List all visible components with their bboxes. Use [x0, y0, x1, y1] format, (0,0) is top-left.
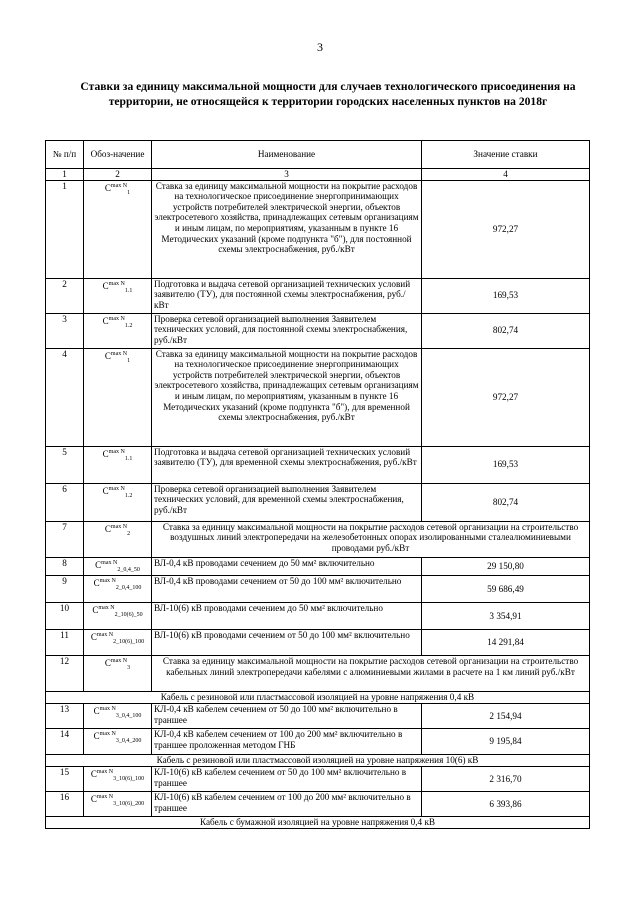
rate-value: 2 316,70 — [422, 766, 590, 791]
symbol-superscript: max N — [99, 577, 116, 584]
table-row — [46, 575, 590, 602]
table-row — [46, 557, 590, 575]
symbol-base: C — [90, 631, 97, 642]
row-number: 8 — [46, 557, 84, 575]
rate-value: 802,74 — [422, 483, 590, 521]
rate-name: КЛ-10(6) кВ кабелем сечением от 50 до 100 мм² включительно в траншее — [152, 766, 422, 791]
rate-value: 3 354,91 — [422, 602, 590, 629]
rate-name: Ставка за единицу максимальной мощности на покрытие расходов сетевой организации на строительство кабельных линий электропередачи кабелями с алюминиевыми жилами в расчете на 1 км линий руб./кВт — [152, 655, 590, 691]
symbol-superscript: max N — [108, 315, 125, 322]
rate-name: Ставка за единицу максимальной мощности на покрытие расходов на технологическое присоединение энергопринимающих устройств потребителей электрической энергии, объектов электросетевого хозяйства, принадлежащих сетевым организациям и иным лицам, по мероприятиям, указанным в пункте 16 Методических указаний (кроме подпункта "б"), для временной схемы электроснабжения, руб./кВт — [152, 348, 422, 446]
row-number: 15 — [46, 766, 84, 791]
symbol-base: C — [93, 577, 100, 588]
symbol-subscript: 2_10(6)_50 — [114, 611, 143, 618]
symbol-base: C — [102, 448, 109, 459]
table-row — [46, 313, 590, 348]
symbol-base: C — [92, 604, 99, 615]
column-number: 2 — [84, 169, 152, 181]
row-number: 16 — [46, 791, 84, 816]
symbol-superscript: max N — [110, 523, 128, 530]
designation-symbol — [84, 483, 152, 521]
rate-value: 2 154,94 — [422, 703, 590, 728]
section-row — [46, 691, 590, 703]
row-number: 4 — [46, 348, 84, 446]
table-row — [46, 629, 590, 655]
rate-value: 14 291,84 — [422, 629, 590, 655]
designation-symbol — [84, 557, 152, 575]
designation-symbol — [84, 521, 152, 557]
symbol-subscript: 3 — [127, 664, 131, 671]
table-body — [46, 180, 590, 828]
symbol-superscript: max N — [110, 657, 128, 664]
symbol-base: C — [104, 657, 111, 668]
symbol-subscript: 2_0,4_100 — [115, 584, 142, 591]
symbol-subscript: 1.2 — [124, 492, 133, 499]
designation-symbol — [84, 313, 152, 348]
rate-value: 972,27 — [422, 348, 590, 446]
rate-name: КЛ-0,4 кВ кабелем сечением от 100 до 200 мм² включительно в траншее проложенная методом ГНБ — [152, 728, 422, 754]
table-row — [46, 791, 590, 816]
rate-name: Проверка сетевой организацией выполнения Заявителем технических условий, для постоянной схемы электроснабжения, руб./кВт — [152, 313, 422, 348]
rate-value: 59 686,49 — [422, 575, 590, 602]
designation-symbol — [84, 728, 152, 754]
rate-name: Ставка за единицу максимальной мощности на покрытие расходов на технологическое присоединение энергопринимающих устройств потребителей электрической энергии, объектов электросетевого хозяйства, принадлежащих сетевым организациям и иным лицам, по мероприятиям, указанным в пункте 16 Методических указаний (кроме подпункта "б"), для постоянной схемы электроснабжения, руб./кВт — [152, 180, 422, 278]
row-number: 6 — [46, 483, 84, 521]
column-number: 1 — [46, 169, 84, 181]
rate-name: Ставка за единицу максимальной мощности на покрытие расходов сетевой организации на строительство воздушных линий электропередачи на железобетонных опорах изолированными сталеалюминиевыми проводами руб./кВт — [152, 521, 590, 557]
symbol-base: C — [104, 350, 111, 361]
table-row — [46, 446, 590, 483]
rate-name: Подготовка и выдача сетевой организацией технических условий заявителю (ТУ), для временной схемы электроснабжения, руб./кВт — [152, 446, 422, 483]
table-row — [46, 728, 590, 754]
symbol-superscript: max N — [108, 448, 125, 455]
header-name: Наименование — [152, 141, 422, 169]
column-number: 3 — [152, 169, 422, 181]
section-heading: Кабель с резиновой или пластмассовой изоляцией на уровне напряжения 10(6) кВ — [46, 754, 590, 766]
row-number: 2 — [46, 278, 84, 313]
symbol-base: C — [102, 485, 109, 496]
symbol-subscript: 2_0,4_50 — [117, 566, 140, 573]
section-heading: Кабель с резиновой или пластмассовой изоляцией на уровне напряжения 0,4 кВ — [46, 691, 590, 703]
rate-name: ВЛ-0,4 кВ проводами сечением до 50 мм² включительно — [152, 557, 422, 575]
symbol-superscript: max N — [108, 485, 125, 492]
table-row — [46, 278, 590, 313]
symbol-superscript: max N — [110, 350, 128, 357]
row-number: 7 — [46, 521, 84, 557]
table-row — [46, 483, 590, 521]
symbol-superscript: max N — [96, 793, 114, 800]
symbol-superscript: max N — [110, 182, 128, 189]
symbol-base: C — [93, 705, 100, 716]
rate-value: 169,53 — [422, 278, 590, 313]
rate-name: Проверка сетевой организацией выполнения Заявителем технических условий, для временной схемы электроснабжения, руб./кВт — [152, 483, 422, 521]
designation-symbol — [84, 446, 152, 483]
designation-symbol — [84, 791, 152, 816]
symbol-base: C — [90, 768, 97, 779]
symbol-base: C — [104, 523, 111, 534]
table-row — [46, 348, 590, 446]
symbol-superscript: max N — [101, 559, 118, 566]
header-num: № п/п — [46, 141, 84, 169]
table-row — [46, 602, 590, 629]
symbol-subscript: 1.1 — [124, 455, 133, 462]
rate-value: 169,53 — [422, 446, 590, 483]
rate-value: 6 393,86 — [422, 791, 590, 816]
symbol-subscript: 2_10(6)_100 — [113, 638, 145, 645]
symbol-base: C — [95, 559, 102, 570]
symbol-superscript: max N — [99, 730, 116, 737]
table-row — [46, 703, 590, 728]
rate-value: 9 195,84 — [422, 728, 590, 754]
rate-name: Подготовка и выдача сетевой организацией технических условий заявителю (ТУ), для постоянной схемы электроснабжения, руб./кВт — [152, 278, 422, 313]
row-number: 9 — [46, 575, 84, 602]
symbol-superscript: max N — [98, 604, 115, 611]
rate-value: 29 150,80 — [422, 557, 590, 575]
row-number: 5 — [46, 446, 84, 483]
designation-symbol — [84, 575, 152, 602]
table-row — [46, 521, 590, 557]
symbol-subscript: 3_10(6)_200 — [113, 800, 145, 807]
page-number: 3 — [317, 40, 323, 54]
designation-symbol — [84, 348, 152, 446]
symbol-subscript: 1.2 — [124, 322, 133, 329]
rate-name: КЛ-10(6) кВ кабелем сечением от 100 до 200 мм² включительно в траншее — [152, 791, 422, 816]
symbol-subscript: 3_0,4_100 — [115, 712, 142, 719]
designation-symbol — [84, 602, 152, 629]
row-number: 1 — [46, 180, 84, 278]
table-row — [46, 655, 590, 691]
row-number: 12 — [46, 655, 84, 691]
section-row — [46, 754, 590, 766]
section-heading: Кабель с бумажной изоляцией на уровне напряжения 0,4 кВ — [46, 816, 590, 828]
row-number: 11 — [46, 629, 84, 655]
rate-name: КЛ-0,4 кВ кабелем сечением от 50 до 100 мм² включительно в траншее — [152, 703, 422, 728]
rate-name: ВЛ-10(6) кВ проводами сечением от 50 до 100 мм² включительно — [152, 629, 422, 655]
header-value: Значение ставки — [422, 141, 590, 169]
symbol-base: C — [102, 315, 109, 326]
symbol-subscript: 1 — [127, 189, 131, 196]
designation-symbol — [84, 629, 152, 655]
rates-table — [45, 140, 590, 829]
section-row — [46, 816, 590, 828]
row-number: 3 — [46, 313, 84, 348]
symbol-superscript: max N — [96, 631, 114, 638]
symbol-subscript: 2 — [127, 530, 131, 537]
designation-symbol — [84, 278, 152, 313]
column-number: 4 — [422, 169, 590, 181]
rate-name: ВЛ-10(6) кВ проводами сечением до 50 мм² включительно — [152, 602, 422, 629]
designation-symbol — [84, 766, 152, 791]
symbol-base: C — [90, 793, 97, 804]
row-number: 13 — [46, 703, 84, 728]
rate-value: 802,74 — [422, 313, 590, 348]
symbol-base: C — [102, 280, 109, 291]
header-designation: Обоз-начение — [84, 141, 152, 169]
rate-value: 972,27 — [422, 180, 590, 278]
symbol-base: C — [104, 182, 111, 193]
table-row — [46, 766, 590, 791]
document-title: Ставки за единицу максимальной мощности для случаев технологического присоединения на территории, не относящейся к территории городских населенных пунктов на 2018г — [80, 80, 576, 108]
designation-symbol — [84, 180, 152, 278]
symbol-superscript: max N — [108, 280, 125, 287]
row-number: 14 — [46, 728, 84, 754]
row-number: 10 — [46, 602, 84, 629]
designation-symbol — [84, 703, 152, 728]
symbol-superscript: max N — [96, 768, 114, 775]
table-row — [46, 180, 590, 278]
symbol-subscript: 1 — [127, 357, 131, 364]
rate-name: ВЛ-0,4 кВ проводами сечением от 50 до 100 мм² включительно — [152, 575, 422, 602]
symbol-subscript: 1.1 — [124, 287, 133, 294]
symbol-base: C — [93, 730, 100, 741]
symbol-superscript: max N — [99, 705, 116, 712]
symbol-subscript: 3_10(6)_100 — [113, 775, 145, 782]
designation-symbol — [84, 655, 152, 691]
symbol-subscript: 3_0,4_200 — [115, 737, 142, 744]
